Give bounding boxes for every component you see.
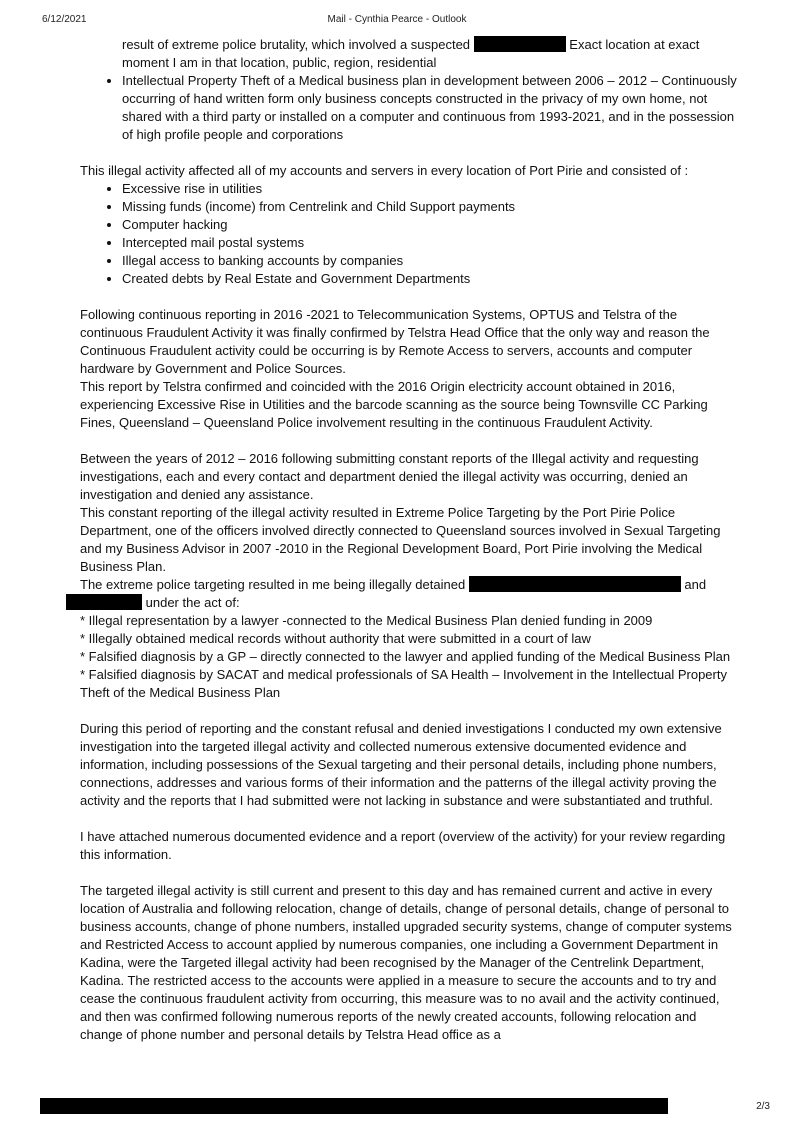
letter-body — [80, 36, 740, 1044]
paragraph-origin: This report by Telstra confirmed and coincided with the 2016 Origin electricity account obtained in 2016, experiencing Excessive Rise in Utilities and the barcode scanning as the source being Townsville CC Parking Fines, Queensland – Queensland Police involvement resulting in the continuous Fraudulent Activity. — [80, 379, 708, 430]
paragraph-constant: This constant reporting of the illegal activity resulted in Extreme Police Targeting by the Port Pirie Police Department, one of the officers involved directly connected to Queensland sources involved in Sexual Targeting and my Business Advisor in 2007 -2010 in the Regional Development Board, Port Pirie involving the Medical Business Plan. — [80, 505, 721, 574]
ip-theft-item: • Intellectual Property Theft of a Medical business plan in development between 2006 – 2012 – Continuously occurring of hand written form only business concepts constructed in the privacy of my own home, not shared with a third party or installed on a computer and continuous from 1993-2021, and in the possession of high profile people and corporations — [122, 72, 740, 144]
top-line1-a: result of extreme police brutality, which involved a suspected — [122, 37, 471, 52]
paragraph-attached: I have attached numerous documented evidence and a report (overview of the activity) for your review regarding this information. — [80, 829, 726, 862]
effects-item: • Intercepted mail postal systems — [122, 234, 740, 252]
effects-item: • Created debts by Real Estate and Government Departments — [122, 270, 740, 288]
paragraph-current: The targeted illegal activity is still current and present to this day and has remained current and active in every location of Australia and following relocation, change of details, change of personal details, change of personal to business accounts, change of phone numbers, installed upgraded security systems, change of computer systems and Restricted Access to account applied by numerous companies, one including a Government Department in Kadina, were the Targeted illegal activity had been recognised by the Manager of the Centrelink Department, Kadina. The restricted access to the accounts were applied in a measure to secure the accounts and to try and cease the continuous fraudulent activity from occurring, this measure was to no avail and the activity continued, and then was confirmed following numerous reports of the newly created accounts, following relocation and change of phone number and personal details by Telstra Head office as a — [80, 883, 732, 1042]
detained-a: The extreme police targeting resulted in me being illegally detained — [80, 577, 466, 592]
effects-item: • Excessive rise in utilities — [122, 180, 740, 198]
effects-intro: This illegal activity affected all of my accounts and servers in every location of Port Pirie and consisted of : — [80, 163, 689, 178]
paragraph-between: Between the years of 2012 – 2016 following submitting constant reports of the Illegal activity and requesting investigations, each and every contact and department denied the illegal activity was occurring, denied an investigation and denied any assistance. — [80, 451, 699, 502]
act-item: * Illegal representation by a lawyer -connected to the Medical Business Plan denied funding in 2009 — [80, 613, 653, 628]
redaction-block — [40, 1098, 668, 1114]
ip-theft-list — [80, 72, 740, 144]
top-line1-b: Exact location at exact — [569, 37, 700, 52]
act-item: * Illegally obtained medical records without authority that were submitted in a court of law — [80, 631, 591, 646]
page-number: 2/3 — [756, 1101, 770, 1112]
detained-line2 — [66, 594, 740, 612]
detained-line — [80, 576, 740, 594]
effects-list — [80, 180, 740, 288]
top-continuation — [80, 36, 740, 72]
paragraph-during: During this period of reporting and the constant refusal and denied investigations I conducted my own extensive investigation into the targeted illegal activity and collected numerous extensive documented evidence and information, including possessions of the Sexual targeting and their personal details, including phone numbers, connections, addresses and various forms of their information and the patterns of the illegal activity proving the activity and the reports that I had submitted were not lacking in substance and were substantiated and truthful. — [80, 721, 722, 808]
paragraph-telstra: Following continuous reporting in 2016 -2021 to Telecommunication Systems, OPTUS and Telstra of the continuous Fraudulent Activity it was finally confirmed by Telstra Head Office that the only way and reason the Continuous Fraudulent activity could be occurring is by Remote Access to servers, accounts and computer hardware by Government and Police Sources. — [80, 307, 710, 376]
act-item: * Falsified diagnosis by SACAT and medical professionals of SA Health – Involvement in the Intellectual Property Theft of the Medical Business Plan — [80, 667, 727, 700]
effects-item: • Missing funds (income) from Centrelink and Child Support payments — [122, 198, 740, 216]
redaction-block — [469, 576, 681, 592]
top-line2: moment I am in that location, public, region, residential — [122, 55, 437, 70]
detained-c: under the act of: — [145, 595, 240, 610]
print-title: Mail - Cynthia Pearce - Outlook — [327, 14, 467, 25]
act-item: * Falsified diagnosis by a GP – directly connected to the lawyer and applied funding of the Medical Business Plan — [80, 649, 731, 664]
redaction-block — [474, 36, 566, 52]
effects-item: • Illegal access to banking accounts by companies — [122, 252, 740, 270]
print-date: 6/12/2021 — [42, 14, 87, 25]
effects-item: • Computer hacking — [122, 216, 740, 234]
redaction-block — [66, 594, 142, 610]
detained-b: and — [684, 577, 707, 592]
